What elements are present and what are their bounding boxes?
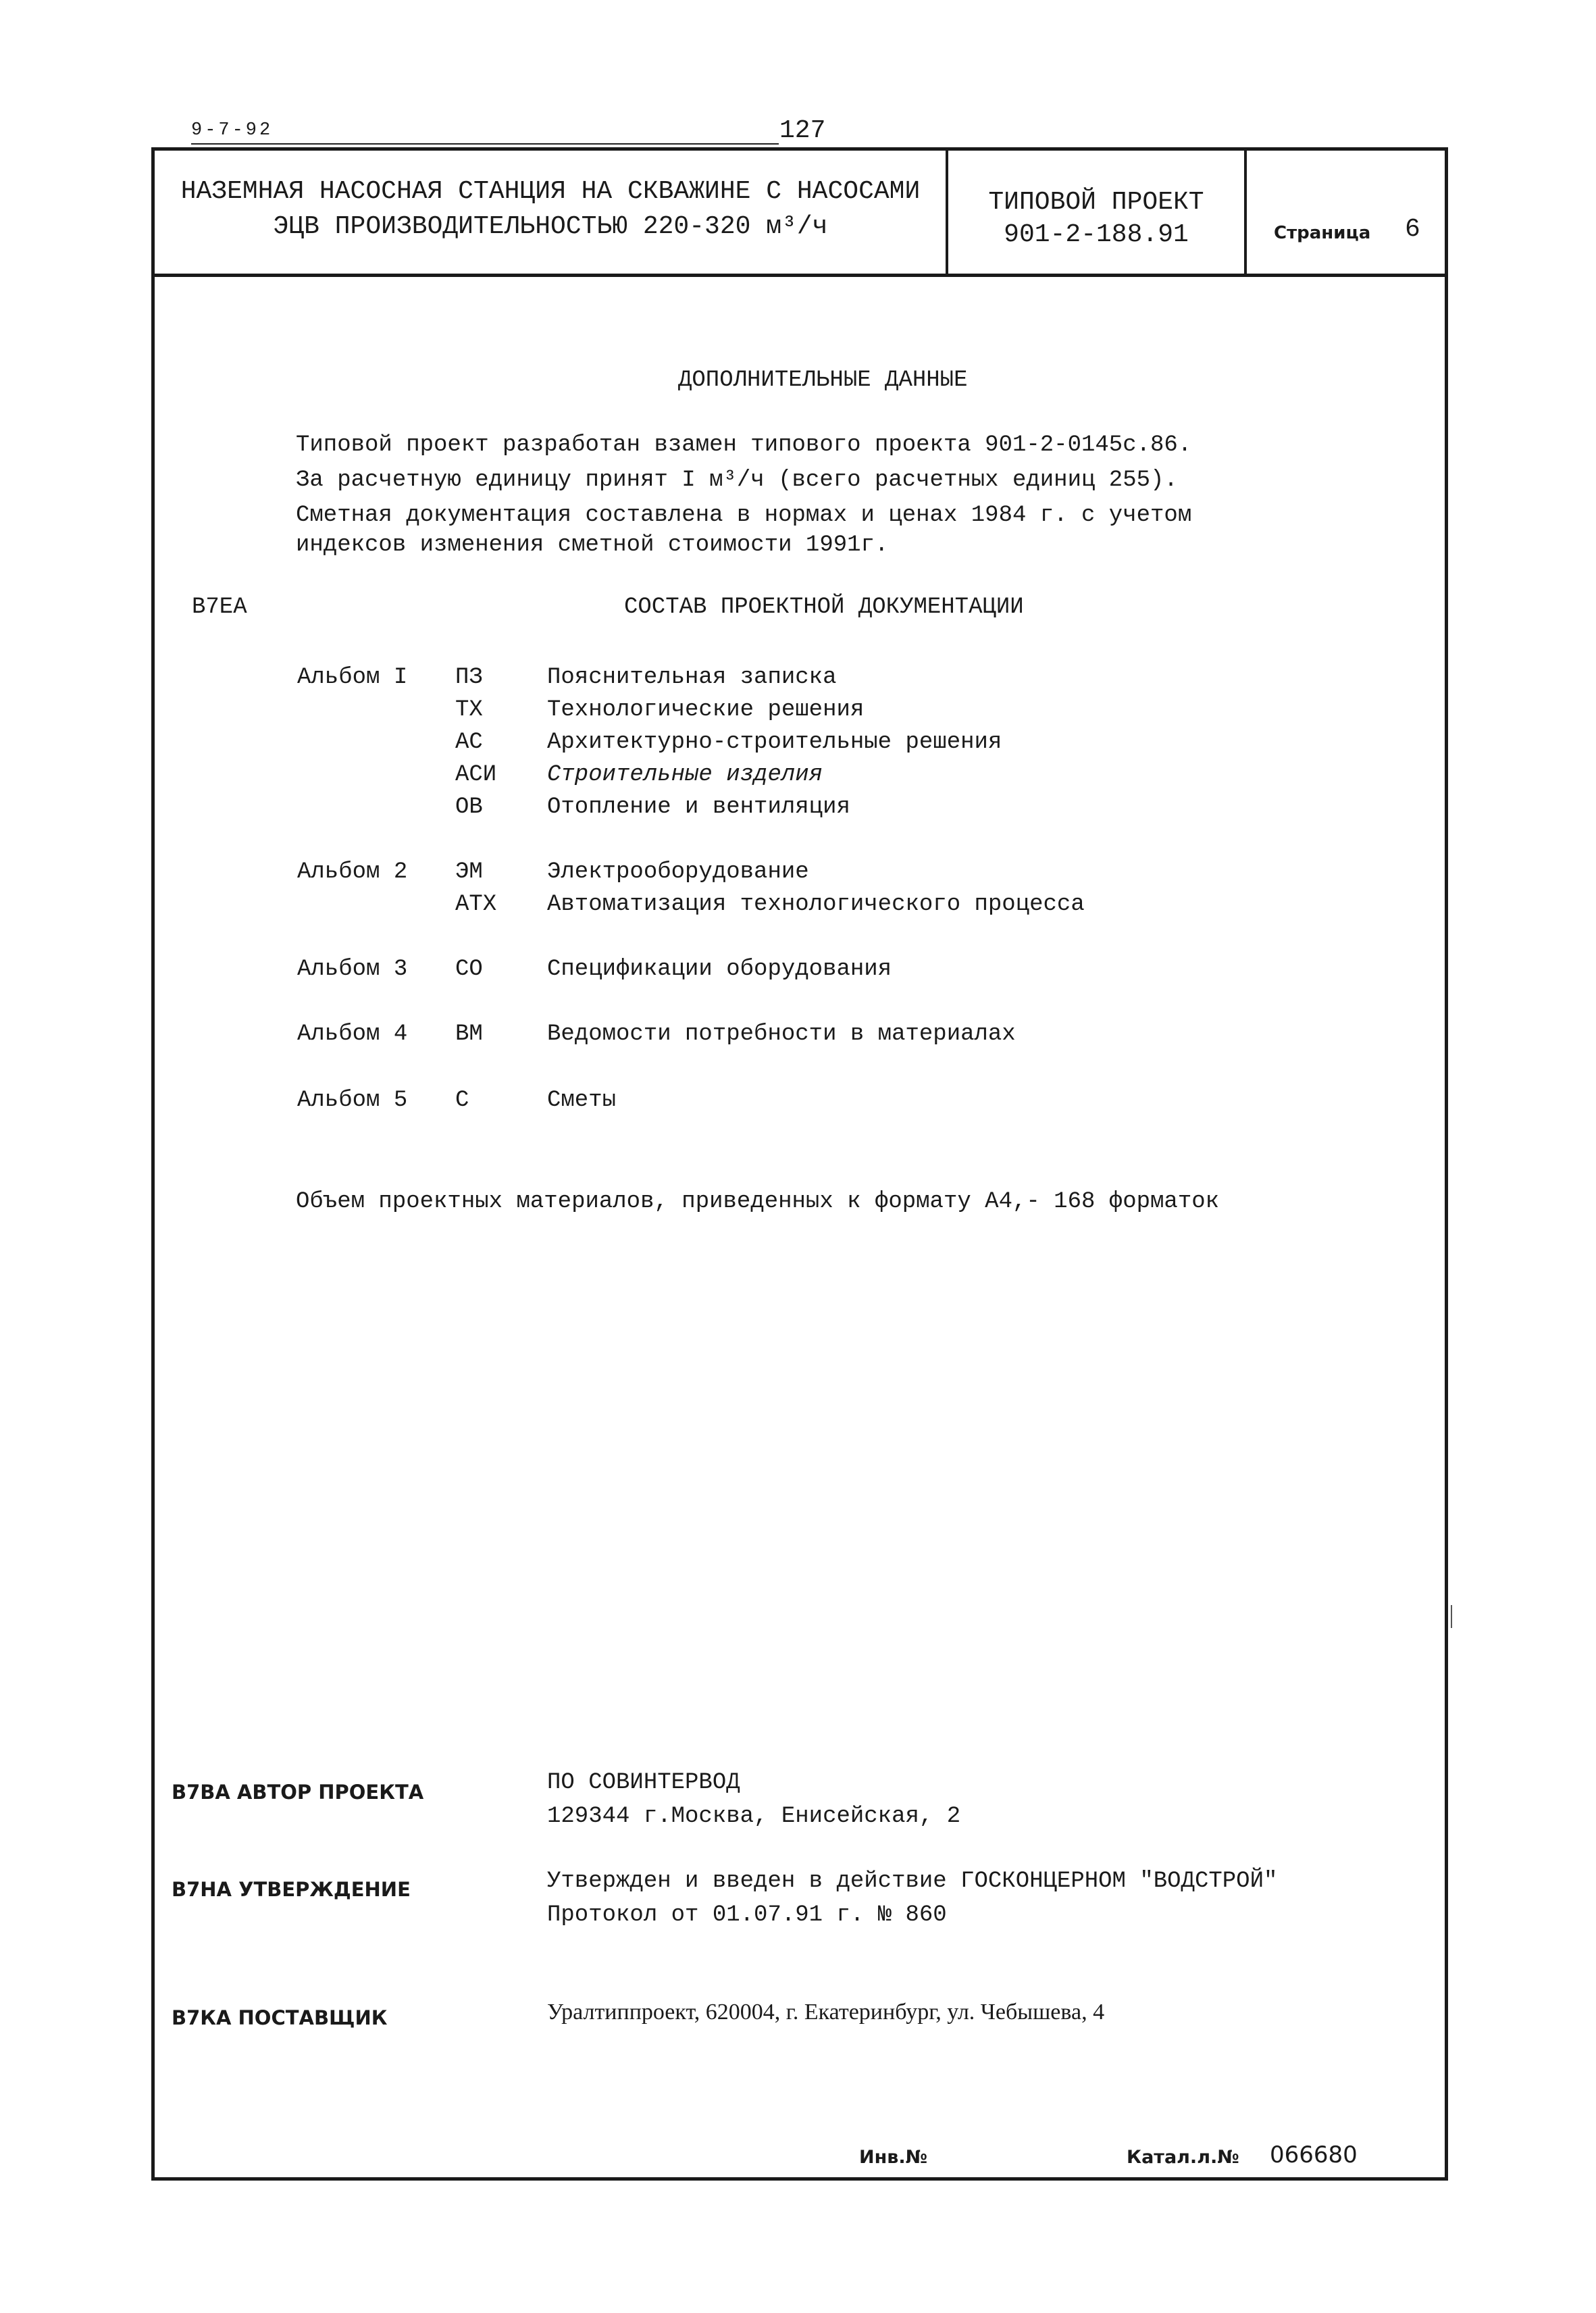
page-label: Страница (1274, 223, 1371, 243)
additional-data-line: Сметная документация составлена в нормах и ценах 1984 г. с учетом (296, 503, 1192, 528)
document-date: 9-7-92 (191, 120, 274, 141)
catalog-sheet-label: Катал.л.№ (1127, 2147, 1239, 2168)
album-description: Архитектурно-строительные решения (547, 730, 1002, 755)
project-type-number: 901-2-188.91 (1004, 220, 1189, 249)
sheet-number: 127 (779, 116, 826, 145)
album-description: Электрооборудование (547, 859, 809, 885)
project-type-label: ТИПОВОЙ ПРОЕКТ (988, 188, 1204, 217)
catalog-sheet-number: 066680 (1270, 2141, 1358, 2168)
project-title-line-2: ЭЦВ ПРОИЗВОДИТЕЛЬНОСТЬЮ 220-320 м³/ч (273, 212, 828, 241)
album-name: Альбом 2 (297, 859, 408, 885)
album-description: Строительные изделия (547, 762, 823, 788)
section-heading-composition: СОСТАВ ПРОЕКТНОЙ ДОКУМЕНТАЦИИ (624, 594, 1024, 620)
additional-data-line: Типовой проект разработан взамен типового проекта 901-2-0145с.86. (296, 432, 1192, 458)
album-code: АС (455, 730, 483, 755)
project-title-line-1: НАЗЕМНАЯ НАСОСНАЯ СТАНЦИЯ НА СКВАЖИНЕ С НАСОСАМИ (180, 177, 921, 206)
volume-statement: Объем проектных материалов, приведенных к формату А4,- 168 форматок (296, 1189, 1220, 1215)
album-code: АСИ (455, 762, 497, 788)
album-description: Отопление и вентиляция (547, 794, 850, 820)
title-block-divider (1244, 147, 1247, 277)
approval-label: В7НА УТВЕРЖДЕНИЕ (172, 1878, 411, 1901)
album-name: Альбом 3 (297, 957, 408, 982)
top-rule (191, 143, 779, 145)
album-description: Спецификации оборудования (547, 957, 892, 982)
album-name: Альбом 5 (297, 1088, 408, 1113)
scan-mark (1451, 1605, 1452, 1628)
approval-protocol: Протокол от 01.07.91 г. № 860 (547, 1902, 947, 1928)
additional-data-line: индексов изменения сметной стоимости 1991г. (296, 532, 889, 558)
album-code: С (455, 1088, 469, 1113)
album-name: Альбом I (297, 665, 408, 690)
author-label: В7ВА АВТОР ПРОЕКТА (172, 1781, 424, 1804)
approval-text: Утвержден и введен в действие ГОСКОНЦЕРНОМ "ВОДСТРОЙ" (547, 1869, 1278, 1894)
section-code: В7ЕА (192, 594, 247, 620)
author-organization: ПО СОВИНТЕРВОД (547, 1770, 740, 1796)
album-name: Альбом 4 (297, 1021, 408, 1047)
additional-data-line: За расчетную единицу принят I м³/ч (всего расчетных единиц 255). (296, 467, 1178, 493)
album-code: СО (455, 957, 483, 982)
album-description: Сметы (547, 1088, 617, 1113)
album-code: ПЗ (455, 665, 483, 690)
album-code: АТХ (455, 892, 497, 917)
section-heading-additional-data: ДОПОЛНИТЕЛЬНЫЕ ДАННЫЕ (678, 367, 968, 393)
album-code: ВМ (455, 1021, 483, 1047)
page-number: 6 (1405, 215, 1420, 244)
album-description: Технологические решения (547, 697, 865, 723)
supplier-text: Уралтиппроект, 620004, г. Екатеринбург, ул. Чебышева, 4 (547, 2000, 1105, 2025)
inventory-number-label: Инв.№ (859, 2147, 928, 2168)
album-code: ОВ (455, 794, 483, 820)
album-code: ЭМ (455, 859, 483, 885)
album-code: ТХ (455, 697, 483, 723)
album-description: Ведомости потребности в материалах (547, 1021, 1016, 1047)
album-description: Пояснительная записка (547, 665, 837, 690)
supplier-label: В7КА ПОСТАВЩИК (172, 2006, 388, 2029)
author-address: 129344 г.Москва, Енисейская, 2 (547, 1804, 961, 1829)
album-description: Автоматизация технологического процесса (547, 892, 1085, 917)
